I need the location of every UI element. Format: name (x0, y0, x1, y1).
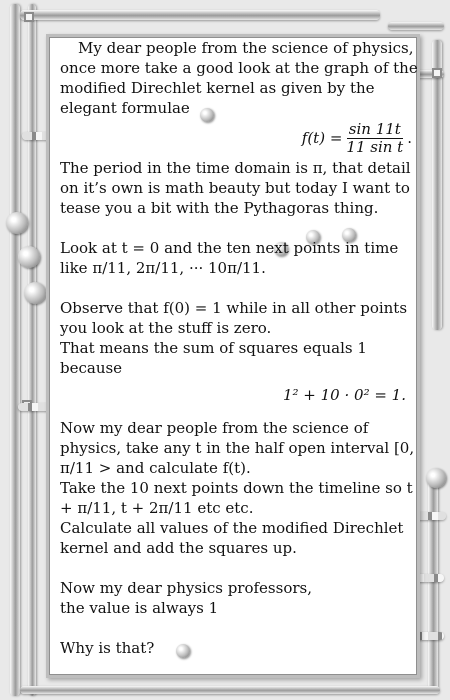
frame-bottom-rail (20, 686, 440, 694)
sum-of-squares-equation: 1² + 10 · 0² = 1. (282, 386, 406, 404)
look-paragraph: Look at t = 0 and the ten next points in time like π/11, 2π/11, ··· 10π/11. (60, 239, 399, 277)
frame-top-short-rail (388, 22, 444, 30)
frame-knob-left-1 (6, 212, 28, 234)
period-paragraph: The period in the time domain is π, that detail on it’s own is math beauty but today I want to tease you a bit with the Pythagoras thing. (60, 159, 411, 217)
always-one-line: the value is always 1 (60, 599, 219, 617)
formula-end: . (407, 129, 412, 147)
frame-knob-left-3 (24, 282, 46, 304)
squares-paragraph: That means the sum of squares equals 1 because (60, 339, 367, 377)
frame-cross-top-left (24, 12, 34, 22)
frame-top-rail (20, 10, 380, 20)
formula-denominator: 11 sin t (346, 137, 404, 156)
now-paragraph: Now my dear people from the science of physics, take any t in the half open interval [0, π/11 > and calculate f(t). (60, 419, 415, 477)
document-body (60, 38, 420, 658)
intro-paragraph: My dear people from the science of physics, once more take a good look at the graph of the modified Direchlet kernel as given by the elegant formulae (60, 39, 418, 117)
frame-right-rail (432, 40, 442, 330)
dirichlet-formula (60, 118, 420, 158)
frame-cross-right (432, 68, 442, 78)
frame-left-inner-rail (28, 4, 36, 696)
formula-lhs: f(t) = (301, 129, 343, 147)
frame-left-rail (10, 4, 20, 696)
question-line: Why is that? (60, 639, 155, 657)
frame-knob-left-2 (18, 246, 40, 268)
formula-fraction (344, 121, 405, 156)
frame-knob-right (426, 468, 446, 488)
calculate-paragraph: Calculate all values of the modified Direchlet kernel and add the squares up. (60, 519, 404, 557)
observe-paragraph: Observe that f(0) = 1 while in all other points you look at the stuff is zero. (60, 299, 408, 337)
timeline-paragraph: Take the 10 next points down the timeline so t + π/11, t + 2π/11 etc etc. (60, 479, 413, 517)
professors-line: Now my dear physics professors, (60, 579, 312, 597)
formula-numerator: sin 11t (348, 119, 401, 138)
